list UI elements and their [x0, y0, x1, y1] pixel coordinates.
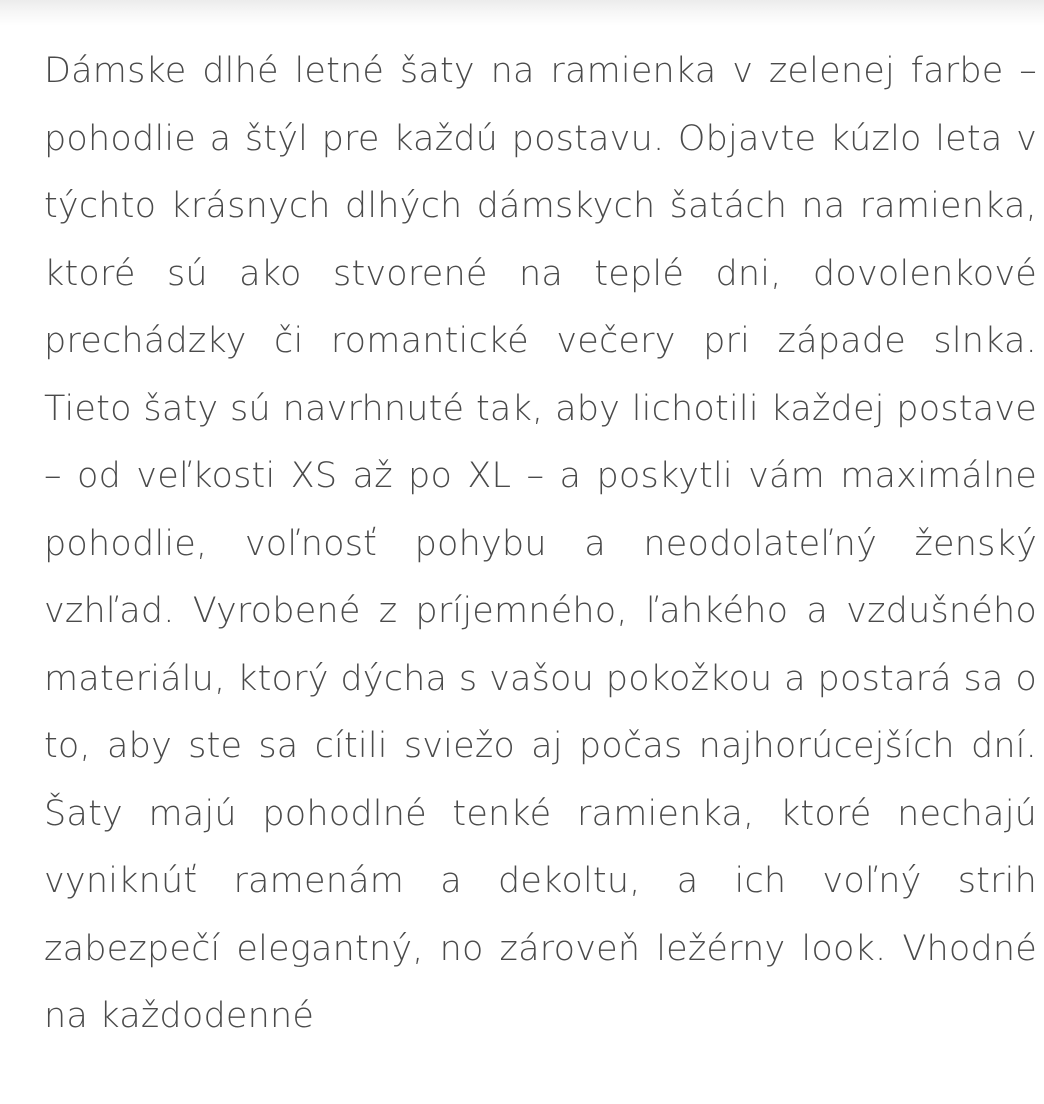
header-shadow — [0, 0, 1044, 26]
product-description: Dámske dlhé letné šaty na ramienka v zelenej farbe – pohodlie a štýl pre každú postavu. Objavte kúzlo leta v týchto krásnych dlhých dámskych šatách na ramienka, ktoré sú ako stvorené na teplé dni, dovolenkové prechádzky či romantické večery pri západe slnka. Tieto šaty sú navrhnuté tak, aby lichotili každej postave – od veľkosti XS až po XL – a poskytli vám maximálne pohodlie, voľnosť pohybu a neodolateľný ženský vzhľad. Vyrobené z príjemného, ľahkého a vzdušného materiálu, ktorý dýcha s vašou pokožkou a postará sa o to, aby ste sa cítili sviežo aj počas najhorúcejších dní. Šaty majú pohodlné tenké ramienka, ktoré nechajú vyniknúť ramenám a dekoltu, a ich voľný strih zabezpečí elegantný, no zároveň ležérny look. Vhodné na každodenné — [44, 51, 1037, 1036]
